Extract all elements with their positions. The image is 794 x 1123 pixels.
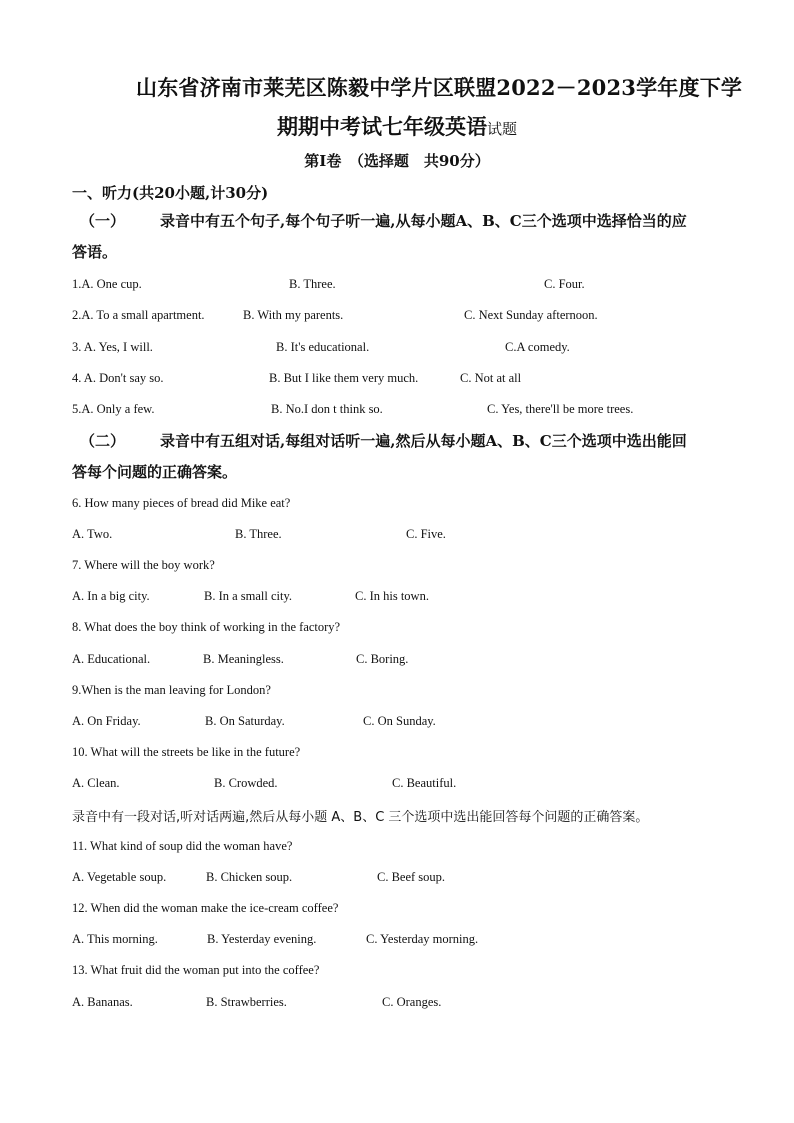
- part2-instruction: [72, 426, 722, 488]
- q8-option-c: C. Boring.: [356, 652, 409, 666]
- exam-title-line2: [0, 111, 794, 141]
- q6-option-c: C. Five.: [406, 527, 446, 541]
- q7-option-a: A. In a big city.: [72, 589, 150, 603]
- q1-option-a: 1.A. One cup.: [72, 277, 142, 291]
- q3-option-c: C.A comedy.: [505, 340, 570, 354]
- exam-title-suffix: 试题: [486, 120, 517, 138]
- q10-option-c: C. Beautiful.: [392, 776, 457, 790]
- q9-option-b: B. On Saturday.: [205, 714, 285, 728]
- part2-instruction-text-b: 答每个问题的正确答案。: [72, 463, 238, 481]
- q12-question: 12. When did the woman make the ice-cream coffee?: [72, 901, 339, 915]
- q11-option-b: B. Chicken soup.: [206, 870, 293, 884]
- q7-option-b: B. In a small city.: [204, 589, 293, 603]
- section-listening-heading: 一、听力(共20小题,计30分): [72, 184, 269, 202]
- q7-option-c: C. In his town.: [355, 589, 429, 603]
- q1-option-c: C. Four.: [544, 277, 585, 291]
- q1-option-b: B. Three.: [289, 277, 336, 291]
- q9-question: 9.When is the man leaving for London?: [72, 683, 271, 697]
- q9-option-a: A. On Friday.: [72, 714, 141, 728]
- part2-instruction-text-a: 录音中有五组对话,每组对话听一遍,然后从每小题A、B、C三个选项中选出能回: [160, 432, 687, 450]
- q9-option-c: C. On Sunday.: [363, 714, 436, 728]
- q12-option-a: A. This morning.: [72, 932, 158, 946]
- q8-option-b: B. Meaningless.: [203, 652, 284, 666]
- q8-option-a: A. Educational.: [72, 652, 151, 666]
- q11-question: 11. What kind of soup did the woman have?: [72, 839, 293, 853]
- q13-question: 13. What fruit did the woman put into the coffee?: [72, 963, 320, 977]
- volume-heading: 第Ⅰ卷 （选择题 共90分）: [304, 152, 490, 170]
- q10-question: 10. What will the streets be like in the future?: [72, 745, 301, 759]
- q7-question: 7. Where will the boy work?: [72, 558, 215, 572]
- q10-option-b: B. Crowded.: [214, 776, 278, 790]
- q4-option-a: 4. A. Don't say so.: [72, 371, 164, 385]
- q5-option-a: 5.A. Only a few.: [72, 402, 155, 416]
- q11-option-a: A. Vegetable soup.: [72, 870, 167, 884]
- q13-option-c: C. Oranges.: [382, 995, 442, 1009]
- q6-option-b: B. Three.: [235, 527, 282, 541]
- part1-instruction-text-a: 录音中有五个句子,每个句子听一遍,从每小题A、B、C三个选项中选择恰当的应: [160, 212, 687, 230]
- part3-instruction: 录音中有一段对话,听对话两遍,然后从每小题 A、B、C 三个选项中选出能回答每个问题的正确答案。: [72, 810, 649, 825]
- exam-title-main: 期期中考试七年级英语: [276, 114, 487, 139]
- q6-question: 6. How many pieces of bread did Mike eat?: [72, 496, 291, 510]
- part2-number: （二）: [80, 432, 126, 450]
- q2-option-b: B. With my parents.: [243, 308, 344, 322]
- part1-instruction-text-b: 答语。: [72, 243, 118, 261]
- q4-option-b: B. But I like them very much.: [269, 371, 419, 385]
- q11-option-c: C. Beef soup.: [377, 870, 446, 884]
- q5-option-c: C. Yes, there'll be more trees.: [487, 402, 634, 416]
- q6-option-a: A. Two.: [72, 527, 113, 541]
- q3-option-a: 3. A. Yes, I will.: [72, 340, 153, 354]
- q2-option-a: 2.A. To a small apartment.: [72, 308, 205, 322]
- part1-instruction: [72, 206, 722, 268]
- q13-option-b: B. Strawberries.: [206, 995, 287, 1009]
- q10-option-a: A. Clean.: [72, 776, 120, 790]
- q8-question: 8. What does the boy think of working in the factory?: [72, 620, 341, 634]
- q4-option-c: C. Not at all: [460, 371, 522, 385]
- exam-title-line1: 山东省济南市莱芜区陈毅中学片区联盟2022－2023学年度下学: [136, 75, 743, 100]
- q2-option-c: C. Next Sunday afternoon.: [464, 308, 598, 322]
- q12-option-b: B. Yesterday evening.: [207, 932, 317, 946]
- q13-option-a: A. Bananas.: [72, 995, 133, 1009]
- q12-option-c: C. Yesterday morning.: [366, 932, 479, 946]
- q3-option-b: B. It's educational.: [276, 340, 370, 354]
- q5-option-b: B. No.I don t think so.: [271, 402, 383, 416]
- part1-number: （一）: [80, 212, 126, 230]
